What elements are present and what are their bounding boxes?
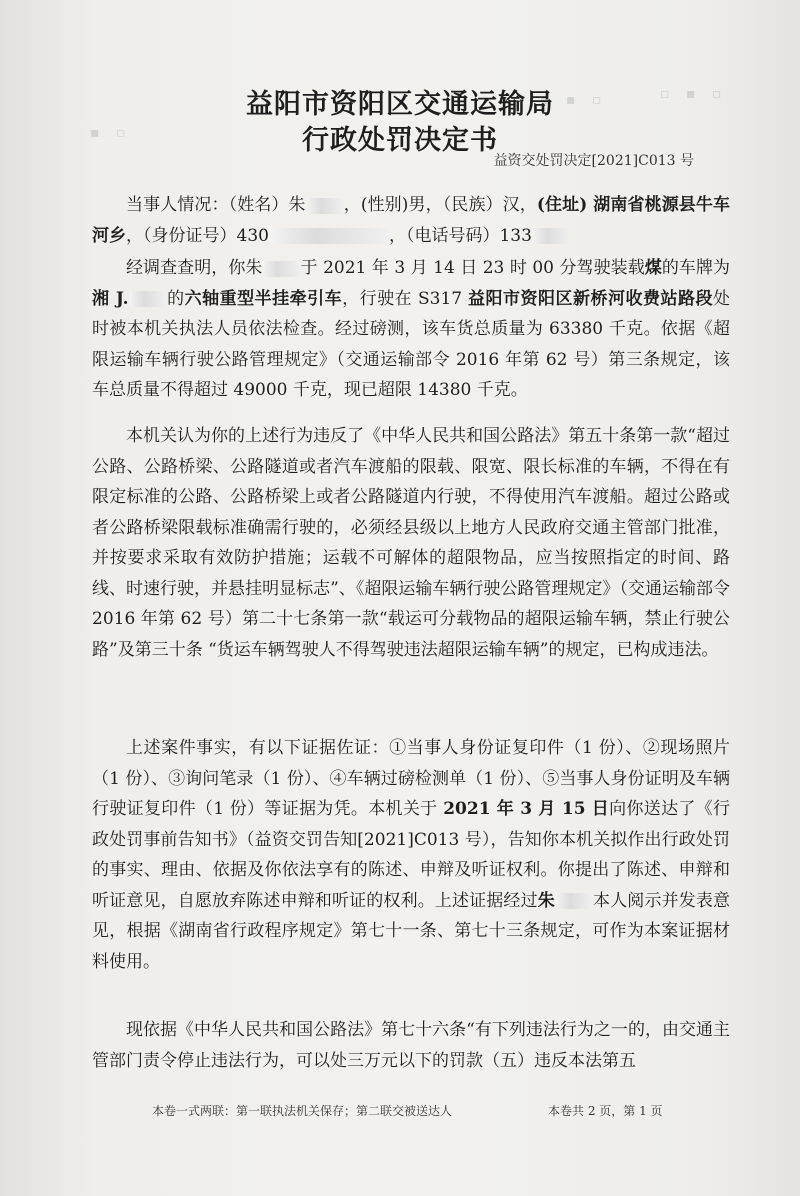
text-segment: 本人阅示并发表意见，根据《湖南省行政程序规定》第七十一条、第七十三条规定，可作为本案证据材料使用。 [92, 890, 731, 972]
text-segment: 向你送达了《行政处罚事前告知书》（益资交罚告知[2021]C013 号），告知你本机关拟作出行政处罚的事实、理由、依据及你依法享有的陈述、申辩及听证权利。你提出了陈述、申辩和听证意见，自愿放弃陈述申辩和听证的权利。上述证据经过 [92, 799, 731, 911]
footer-copies-note: 本卷一式两联：第一联执法机关保存；第二联交被送达人 [152, 1104, 453, 1118]
footer-page-number: 本卷共 2 页，第 1 页 [548, 1104, 663, 1118]
redaction-mark [269, 228, 389, 244]
redaction-mark [262, 261, 300, 277]
issuing-organization: 益阳市资阳区交通运输局 [246, 89, 554, 120]
inspection-location: 益阳市资阳区新桥河收费站路段 [468, 288, 714, 309]
redaction-mark [555, 893, 593, 909]
text-segment: 于 2021 年 3 月 14 日 23 时 00 分驾驶装载 [300, 258, 645, 278]
investigation-paragraph [92, 253, 730, 406]
redaction-mark [306, 198, 344, 214]
text-segment: 的 [166, 288, 185, 309]
bleed-through-mark: ▫ ▪ ▫ [660, 86, 728, 102]
cargo-type: 煤 [644, 258, 662, 278]
text-segment: 上述案件事实，有以下证据佐证：①当事人身份证复印件（1 份）、②现场照片（1 份）、③询问笔录（1 份）、④车辆过磅检测单（1 份）、⑤当事人身份证明及车辆行驶证复印件（1 份）等证据为凭。本机关于 [92, 738, 730, 819]
party-surname: 朱 [537, 890, 555, 911]
violation-text: 本机关认为你的上述行为违反了《中华人民共和国公路法》第五十条第一款“超过公路、公路桥梁、公路隧道或者汽车渡船的限载、限宽、限长标准的车辆，不得在有限定标准的公路、公路桥梁上或者公路隧道内行驶，不得使用汽车渡船。超过公路或者公路桥梁限载标准确需行驶的，必须经县级以上地方人民政府交通主管部门批准，并按要求采取有效防护措施；运载不可解体的超限物品，应当按照指定的时间、路线、时速行驶，并悬挂明显标志”、《超限运输车辆行驶公路管理规定》（交通运输部令 2016 年第 62 号）第二十七条第一款“载运可分载物品的超限运输车辆，禁止行驶公路”及第三十条 “货运车辆驾驶人不得驾驶违法超限运输车辆”的规定，已构成违法。 [92, 426, 730, 660]
text-segment: ，行驶在 S317 [342, 288, 469, 309]
party-address: (住址) 湖南省桃源县牛车河乡 [92, 195, 731, 246]
document-number: 益资交处罚决定[2021]C013 号 [493, 153, 694, 169]
party-gender-ethnicity: ，(性别)男，（民族）汉， [343, 195, 537, 215]
legal-basis-text: 现依据《中华人民共和国公路法》第七十六条“有下列违法行为之一的，由交通主管部门责令停止违法行为，可以处三万元以下的罚款（五）违反本法第五 [92, 1020, 730, 1071]
party-name-label: 当事人情况：（姓名）朱 [126, 195, 306, 215]
document-title: 行政处罚决定书 [302, 125, 498, 156]
license-plate: 湘 J. [92, 288, 129, 309]
violation-paragraph [92, 421, 730, 665]
party-id-label: ，（身份证号）430 [126, 225, 269, 246]
text-segment: 处时被本机关执法人员依法检查。经过磅测，该车货总质量为 63380 千克。依据《超限运输车辆行驶公路管理规定》（交通运输部令 2016 年第 62 号）第三条规定，该车总质量不得超过 49000 千克，现已超限 14380 千克。 [92, 288, 731, 400]
party-info-paragraph [92, 190, 730, 251]
evidence-paragraph [92, 733, 730, 977]
party-phone-label: ，（电话号码）133 [388, 225, 532, 246]
bleed-through-mark: ▪ ▫ [90, 125, 132, 141]
legal-basis-paragraph [92, 1015, 730, 1076]
redaction-mark [129, 291, 167, 307]
redaction-mark [532, 228, 570, 244]
bleed-through-mark: ▪ ▪ ▫ [540, 92, 608, 108]
text-segment: 经调查查明，你朱 [126, 258, 263, 278]
notice-date: 2021 年 3 月 15 日 [443, 799, 610, 819]
vehicle-type: 六轴重型半挂牵引车 [184, 288, 343, 309]
text-segment: 的车牌为 [661, 258, 731, 278]
